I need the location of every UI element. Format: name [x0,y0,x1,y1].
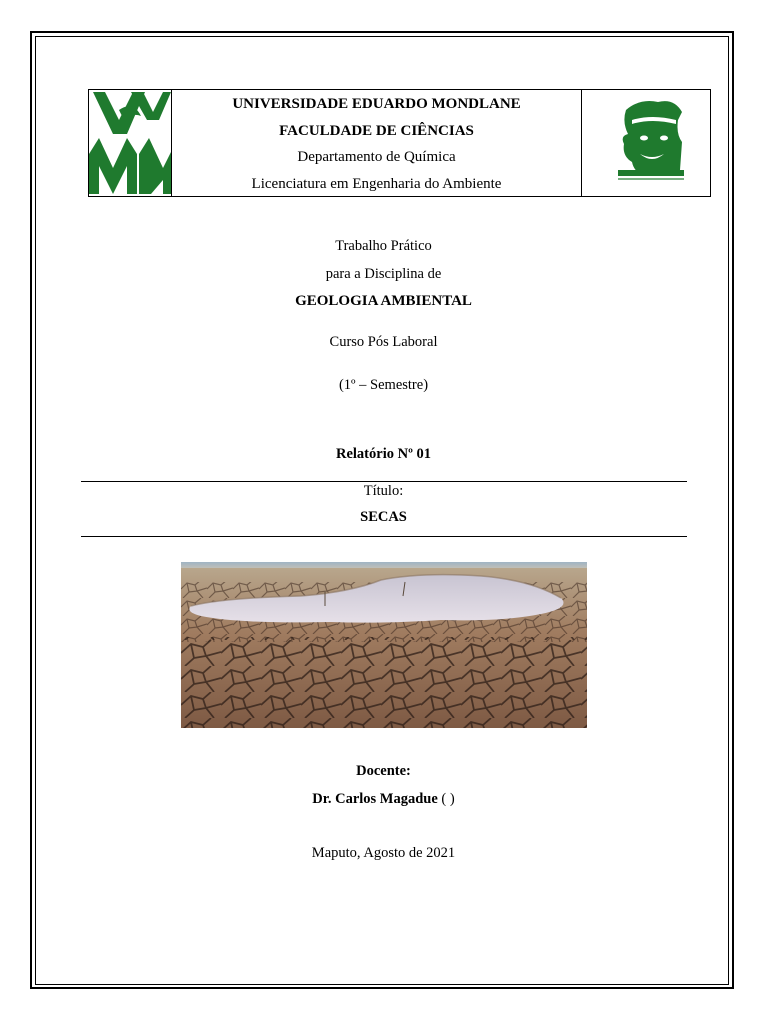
title-rule-top [81,481,687,482]
report-title: SECAS [360,509,407,525]
teacher-name: Dr. Carlos Magadue [312,791,438,807]
uem-logo-icon [89,90,172,196]
header-left-cell [89,90,172,196]
teacher-line [80,791,687,808]
course-name: Licenciatura em Engenharia do Ambiente [251,175,502,192]
teacher-label: Docente: [356,763,411,779]
faculty-name: FACULDADE DE CIÊNCIAS [279,122,474,139]
title-rule-bottom [81,536,687,537]
cover-line-1: Trabalho Prático [335,238,432,254]
portrait-emblem-icon [582,90,709,196]
title-label: Título: [363,483,404,499]
cover-line-2: para a Disciplina de [325,266,442,282]
report-number: Relatório Nº 01 [336,446,431,462]
university-name: UNIVERSIDADE EDUARDO MONDLANE [232,96,521,112]
course-type: Curso Pós Laboral [329,334,438,350]
drought-cracked-earth-photo [181,562,587,728]
header-table [88,89,711,197]
header-text-cell [172,90,581,196]
place-date: Maputo, Agosto de 2021 [311,845,456,861]
teacher-paren: ( ) [437,791,455,807]
header-right-cell [581,90,710,196]
discipline-name: GEOLOGIA AMBIENTAL [295,293,472,309]
semester: (1º – Semestre) [338,377,429,393]
department-name: Departamento de Química [297,149,456,165]
